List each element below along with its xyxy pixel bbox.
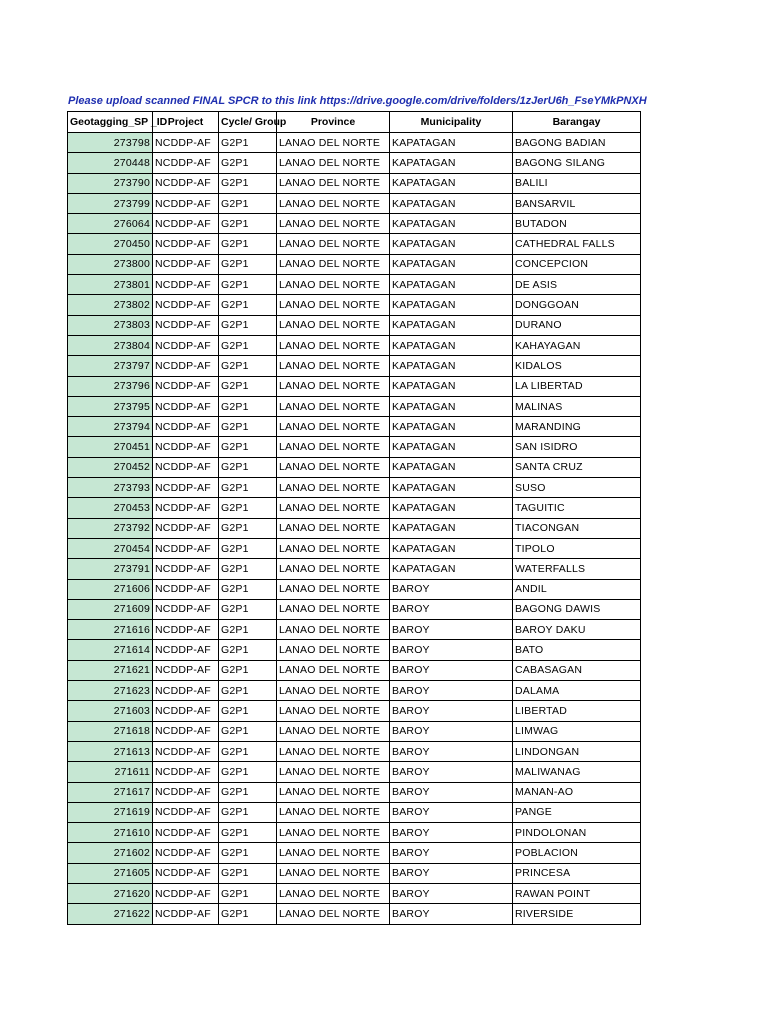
cell-municipality: BAROY — [390, 782, 513, 802]
cell-barangay: RIVERSIDE — [513, 904, 641, 924]
cell-id: 271602 — [68, 843, 153, 863]
cell-province: LANAO DEL NORTE — [277, 843, 390, 863]
table-row — [68, 376, 641, 396]
cell-id: 271621 — [68, 660, 153, 680]
cell-municipality: KAPATAGAN — [390, 335, 513, 355]
cell-cycle: G2P1 — [219, 254, 277, 274]
cell-project: NCDDP-AF — [153, 254, 219, 274]
cell-project: NCDDP-AF — [153, 660, 219, 680]
cell-municipality: KAPATAGAN — [390, 214, 513, 234]
cell-cycle: G2P1 — [219, 620, 277, 640]
cell-project: NCDDP-AF — [153, 173, 219, 193]
table-row — [68, 904, 641, 924]
cell-barangay: DE ASIS — [513, 275, 641, 295]
cell-municipality: KAPATAGAN — [390, 356, 513, 376]
cell-province: LANAO DEL NORTE — [277, 538, 390, 558]
cell-barangay: BAGONG BADIAN — [513, 133, 641, 153]
cell-barangay: MALINAS — [513, 396, 641, 416]
cell-barangay: PRINCESA — [513, 863, 641, 883]
cell-barangay: CATHEDRAL FALLS — [513, 234, 641, 254]
cell-id: 270453 — [68, 498, 153, 518]
cell-municipality: BAROY — [390, 883, 513, 903]
cell-id: 273791 — [68, 559, 153, 579]
cell-project: NCDDP-AF — [153, 599, 219, 619]
cell-province: LANAO DEL NORTE — [277, 660, 390, 680]
cell-municipality: KAPATAGAN — [390, 295, 513, 315]
cell-cycle: G2P1 — [219, 823, 277, 843]
cell-cycle: G2P1 — [219, 315, 277, 335]
cell-barangay: BATO — [513, 640, 641, 660]
cell-project: NCDDP-AF — [153, 701, 219, 721]
cell-project: NCDDP-AF — [153, 579, 219, 599]
cell-province: LANAO DEL NORTE — [277, 295, 390, 315]
cell-cycle: G2P1 — [219, 376, 277, 396]
cell-municipality: BAROY — [390, 721, 513, 741]
cell-cycle: G2P1 — [219, 498, 277, 518]
cell-project: NCDDP-AF — [153, 538, 219, 558]
cell-project: NCDDP-AF — [153, 214, 219, 234]
cell-barangay: MALIWANAG — [513, 762, 641, 782]
cell-project: NCDDP-AF — [153, 437, 219, 457]
table-header — [68, 112, 641, 133]
cell-barangay: BAGONG SILANG — [513, 153, 641, 173]
cell-municipality: KAPATAGAN — [390, 478, 513, 498]
cell-id: 273792 — [68, 518, 153, 538]
cell-province: LANAO DEL NORTE — [277, 721, 390, 741]
cell-id: 276064 — [68, 214, 153, 234]
cell-id: 271614 — [68, 640, 153, 660]
cell-municipality: KAPATAGAN — [390, 254, 513, 274]
cell-id: 273802 — [68, 295, 153, 315]
cell-project: NCDDP-AF — [153, 863, 219, 883]
cell-project: NCDDP-AF — [153, 356, 219, 376]
header-cycle: Cycle/ Group — [219, 112, 277, 133]
table-row — [68, 153, 641, 173]
cell-municipality: KAPATAGAN — [390, 498, 513, 518]
cell-id: 273794 — [68, 417, 153, 437]
cell-municipality: KAPATAGAN — [390, 173, 513, 193]
cell-id: 271619 — [68, 802, 153, 822]
cell-project: NCDDP-AF — [153, 417, 219, 437]
cell-province: LANAO DEL NORTE — [277, 437, 390, 457]
cell-barangay: TIACONGAN — [513, 518, 641, 538]
cell-project: NCDDP-AF — [153, 681, 219, 701]
cell-project: NCDDP-AF — [153, 275, 219, 295]
cell-barangay: DALAMA — [513, 681, 641, 701]
cell-province: LANAO DEL NORTE — [277, 133, 390, 153]
cell-province: LANAO DEL NORTE — [277, 559, 390, 579]
table-row — [68, 599, 641, 619]
cell-municipality: KAPATAGAN — [390, 234, 513, 254]
table-row — [68, 823, 641, 843]
cell-cycle: G2P1 — [219, 214, 277, 234]
cell-barangay: SUSO — [513, 478, 641, 498]
header-province: Province — [277, 112, 390, 133]
cell-id: 273799 — [68, 193, 153, 213]
table-row — [68, 538, 641, 558]
table-row — [68, 356, 641, 376]
cell-province: LANAO DEL NORTE — [277, 883, 390, 903]
cell-cycle: G2P1 — [219, 701, 277, 721]
cell-barangay: LIBERTAD — [513, 701, 641, 721]
cell-cycle: G2P1 — [219, 437, 277, 457]
table-row — [68, 275, 641, 295]
cell-id: 270448 — [68, 153, 153, 173]
cell-municipality: KAPATAGAN — [390, 153, 513, 173]
cell-province: LANAO DEL NORTE — [277, 376, 390, 396]
cell-id: 273798 — [68, 133, 153, 153]
cell-province: LANAO DEL NORTE — [277, 254, 390, 274]
cell-province: LANAO DEL NORTE — [277, 214, 390, 234]
cell-id: 271609 — [68, 599, 153, 619]
cell-cycle: G2P1 — [219, 599, 277, 619]
cell-id: 273797 — [68, 356, 153, 376]
cell-province: LANAO DEL NORTE — [277, 396, 390, 416]
table-row — [68, 457, 641, 477]
cell-project: NCDDP-AF — [153, 133, 219, 153]
cell-barangay: WATERFALLS — [513, 559, 641, 579]
table-row — [68, 660, 641, 680]
cell-id: 273804 — [68, 335, 153, 355]
cell-cycle: G2P1 — [219, 741, 277, 761]
table-row — [68, 417, 641, 437]
cell-project: NCDDP-AF — [153, 335, 219, 355]
cell-id: 271610 — [68, 823, 153, 843]
cell-id: 271603 — [68, 701, 153, 721]
table-row — [68, 782, 641, 802]
cell-cycle: G2P1 — [219, 518, 277, 538]
cell-id: 273796 — [68, 376, 153, 396]
table-row — [68, 802, 641, 822]
cell-province: LANAO DEL NORTE — [277, 478, 390, 498]
cell-barangay: LA LIBERTAD — [513, 376, 641, 396]
cell-municipality: BAROY — [390, 843, 513, 863]
cell-cycle: G2P1 — [219, 660, 277, 680]
cell-id: 270450 — [68, 234, 153, 254]
cell-barangay: KIDALOS — [513, 356, 641, 376]
table-row — [68, 234, 641, 254]
cell-municipality: KAPATAGAN — [390, 518, 513, 538]
cell-id: 271622 — [68, 904, 153, 924]
cell-project: NCDDP-AF — [153, 823, 219, 843]
cell-province: LANAO DEL NORTE — [277, 498, 390, 518]
cell-municipality: KAPATAGAN — [390, 133, 513, 153]
cell-municipality: BAROY — [390, 802, 513, 822]
table-row — [68, 295, 641, 315]
cell-barangay: SAN ISIDRO — [513, 437, 641, 457]
table-row — [68, 396, 641, 416]
table-row — [68, 193, 641, 213]
cell-project: NCDDP-AF — [153, 478, 219, 498]
cell-cycle: G2P1 — [219, 356, 277, 376]
cell-province: LANAO DEL NORTE — [277, 356, 390, 376]
cell-project: NCDDP-AF — [153, 518, 219, 538]
cell-cycle: G2P1 — [219, 457, 277, 477]
cell-cycle: G2P1 — [219, 133, 277, 153]
cell-id: 273793 — [68, 478, 153, 498]
cell-municipality: BAROY — [390, 579, 513, 599]
cell-province: LANAO DEL NORTE — [277, 599, 390, 619]
table-row — [68, 315, 641, 335]
cell-cycle: G2P1 — [219, 478, 277, 498]
cell-id: 270452 — [68, 457, 153, 477]
cell-province: LANAO DEL NORTE — [277, 457, 390, 477]
cell-cycle: G2P1 — [219, 762, 277, 782]
cell-municipality: KAPATAGAN — [390, 193, 513, 213]
cell-barangay: TAGUITIC — [513, 498, 641, 518]
table-body — [68, 133, 641, 925]
cell-barangay: PINDOLONAN — [513, 823, 641, 843]
cell-id: 273803 — [68, 315, 153, 335]
cell-province: LANAO DEL NORTE — [277, 193, 390, 213]
cell-project: NCDDP-AF — [153, 376, 219, 396]
cell-barangay: LIMWAG — [513, 721, 641, 741]
cell-barangay: DURANO — [513, 315, 641, 335]
cell-municipality: BAROY — [390, 823, 513, 843]
table-row — [68, 620, 641, 640]
cell-cycle: G2P1 — [219, 335, 277, 355]
cell-project: NCDDP-AF — [153, 782, 219, 802]
cell-cycle: G2P1 — [219, 579, 277, 599]
cell-cycle: G2P1 — [219, 538, 277, 558]
records-table — [67, 111, 641, 925]
cell-id: 271606 — [68, 579, 153, 599]
cell-municipality: KAPATAGAN — [390, 275, 513, 295]
cell-province: LANAO DEL NORTE — [277, 904, 390, 924]
table-row — [68, 883, 641, 903]
cell-cycle: G2P1 — [219, 883, 277, 903]
cell-cycle: G2P1 — [219, 396, 277, 416]
table-row — [68, 133, 641, 153]
cell-project: NCDDP-AF — [153, 620, 219, 640]
cell-province: LANAO DEL NORTE — [277, 701, 390, 721]
cell-municipality: BAROY — [390, 681, 513, 701]
cell-cycle: G2P1 — [219, 863, 277, 883]
cell-id: 271617 — [68, 782, 153, 802]
cell-id: 270451 — [68, 437, 153, 457]
table-row — [68, 863, 641, 883]
cell-cycle: G2P1 — [219, 904, 277, 924]
cell-id: 271616 — [68, 620, 153, 640]
table-row — [68, 437, 641, 457]
cell-project: NCDDP-AF — [153, 193, 219, 213]
table-row — [68, 701, 641, 721]
table-row — [68, 843, 641, 863]
cell-cycle: G2P1 — [219, 417, 277, 437]
header-project: Project — [153, 112, 219, 133]
cell-barangay: RAWAN POINT — [513, 883, 641, 903]
cell-project: NCDDP-AF — [153, 741, 219, 761]
cell-province: LANAO DEL NORTE — [277, 802, 390, 822]
header-row — [68, 112, 641, 133]
cell-barangay: PANGE — [513, 802, 641, 822]
table-row — [68, 498, 641, 518]
cell-cycle: G2P1 — [219, 295, 277, 315]
cell-project: NCDDP-AF — [153, 904, 219, 924]
cell-province: LANAO DEL NORTE — [277, 762, 390, 782]
cell-cycle: G2P1 — [219, 681, 277, 701]
cell-project: NCDDP-AF — [153, 498, 219, 518]
table-row — [68, 762, 641, 782]
cell-id: 271613 — [68, 741, 153, 761]
cell-id: 270454 — [68, 538, 153, 558]
cell-municipality: BAROY — [390, 620, 513, 640]
cell-id: 271611 — [68, 762, 153, 782]
cell-barangay: SANTA CRUZ — [513, 457, 641, 477]
cell-province: LANAO DEL NORTE — [277, 741, 390, 761]
cell-project: NCDDP-AF — [153, 843, 219, 863]
cell-province: LANAO DEL NORTE — [277, 234, 390, 254]
cell-municipality: BAROY — [390, 640, 513, 660]
cell-municipality: BAROY — [390, 660, 513, 680]
cell-id: 271618 — [68, 721, 153, 741]
upload-notice-link[interactable]: Please upload scanned FINAL SPCR to this link https://drive.google.com/drive/folders/1zJerU6h_FseYMkPNXH — [68, 95, 647, 107]
cell-barangay: BAGONG DAWIS — [513, 599, 641, 619]
cell-cycle: G2P1 — [219, 843, 277, 863]
cell-barangay: BALILI — [513, 173, 641, 193]
cell-id: 271620 — [68, 883, 153, 903]
cell-barangay: TIPOLO — [513, 538, 641, 558]
cell-province: LANAO DEL NORTE — [277, 335, 390, 355]
cell-municipality: KAPATAGAN — [390, 396, 513, 416]
cell-project: NCDDP-AF — [153, 559, 219, 579]
cell-municipality: KAPATAGAN — [390, 376, 513, 396]
cell-cycle: G2P1 — [219, 559, 277, 579]
table-row — [68, 335, 641, 355]
cell-cycle: G2P1 — [219, 153, 277, 173]
cell-project: NCDDP-AF — [153, 640, 219, 660]
cell-barangay: KAHAYAGAN — [513, 335, 641, 355]
cell-municipality: BAROY — [390, 599, 513, 619]
cell-province: LANAO DEL NORTE — [277, 315, 390, 335]
cell-province: LANAO DEL NORTE — [277, 681, 390, 701]
table-row — [68, 173, 641, 193]
cell-province: LANAO DEL NORTE — [277, 417, 390, 437]
cell-project: NCDDP-AF — [153, 295, 219, 315]
cell-project: NCDDP-AF — [153, 802, 219, 822]
cell-cycle: G2P1 — [219, 234, 277, 254]
cell-municipality: BAROY — [390, 863, 513, 883]
cell-project: NCDDP-AF — [153, 883, 219, 903]
cell-barangay: DONGGOAN — [513, 295, 641, 315]
cell-province: LANAO DEL NORTE — [277, 823, 390, 843]
cell-project: NCDDP-AF — [153, 234, 219, 254]
cell-barangay: POBLACION — [513, 843, 641, 863]
cell-cycle: G2P1 — [219, 275, 277, 295]
cell-id: 273801 — [68, 275, 153, 295]
cell-project: NCDDP-AF — [153, 315, 219, 335]
header-id: Geotagging_SP _ID — [68, 112, 153, 133]
cell-project: NCDDP-AF — [153, 396, 219, 416]
cell-cycle: G2P1 — [219, 721, 277, 741]
cell-cycle: G2P1 — [219, 173, 277, 193]
cell-province: LANAO DEL NORTE — [277, 579, 390, 599]
cell-province: LANAO DEL NORTE — [277, 173, 390, 193]
cell-barangay: CONCEPCION — [513, 254, 641, 274]
cell-cycle: G2P1 — [219, 782, 277, 802]
cell-municipality: BAROY — [390, 701, 513, 721]
cell-project: NCDDP-AF — [153, 721, 219, 741]
cell-municipality: KAPATAGAN — [390, 457, 513, 477]
table-row — [68, 721, 641, 741]
cell-municipality: BAROY — [390, 762, 513, 782]
cell-province: LANAO DEL NORTE — [277, 518, 390, 538]
cell-municipality: KAPATAGAN — [390, 417, 513, 437]
table-row — [68, 640, 641, 660]
cell-project: NCDDP-AF — [153, 153, 219, 173]
cell-barangay: ANDIL — [513, 579, 641, 599]
cell-province: LANAO DEL NORTE — [277, 620, 390, 640]
cell-id: 271623 — [68, 681, 153, 701]
cell-province: LANAO DEL NORTE — [277, 782, 390, 802]
table-row — [68, 681, 641, 701]
cell-id: 271605 — [68, 863, 153, 883]
cell-barangay: LINDONGAN — [513, 741, 641, 761]
cell-barangay: BANSARVIL — [513, 193, 641, 213]
cell-id: 273790 — [68, 173, 153, 193]
cell-project: NCDDP-AF — [153, 457, 219, 477]
cell-province: LANAO DEL NORTE — [277, 153, 390, 173]
cell-id: 273795 — [68, 396, 153, 416]
cell-barangay: BAROY DAKU — [513, 620, 641, 640]
cell-municipality: KAPATAGAN — [390, 559, 513, 579]
table-row — [68, 579, 641, 599]
table-row — [68, 478, 641, 498]
table-row — [68, 214, 641, 234]
header-barangay: Barangay — [513, 112, 641, 133]
cell-id: 273800 — [68, 254, 153, 274]
table-row — [68, 559, 641, 579]
table-row — [68, 518, 641, 538]
cell-barangay: MARANDING — [513, 417, 641, 437]
cell-municipality: KAPATAGAN — [390, 315, 513, 335]
cell-municipality: BAROY — [390, 904, 513, 924]
cell-province: LANAO DEL NORTE — [277, 275, 390, 295]
cell-municipality: KAPATAGAN — [390, 538, 513, 558]
header-municipality: Municipality — [390, 112, 513, 133]
cell-barangay: MANAN-AO — [513, 782, 641, 802]
cell-province: LANAO DEL NORTE — [277, 640, 390, 660]
table-row — [68, 254, 641, 274]
cell-cycle: G2P1 — [219, 193, 277, 213]
cell-project: NCDDP-AF — [153, 762, 219, 782]
cell-municipality: KAPATAGAN — [390, 437, 513, 457]
cell-province: LANAO DEL NORTE — [277, 863, 390, 883]
cell-cycle: G2P1 — [219, 640, 277, 660]
cell-barangay: CABASAGAN — [513, 660, 641, 680]
cell-barangay: BUTADON — [513, 214, 641, 234]
table-row — [68, 741, 641, 761]
cell-municipality: BAROY — [390, 741, 513, 761]
cell-cycle: G2P1 — [219, 802, 277, 822]
